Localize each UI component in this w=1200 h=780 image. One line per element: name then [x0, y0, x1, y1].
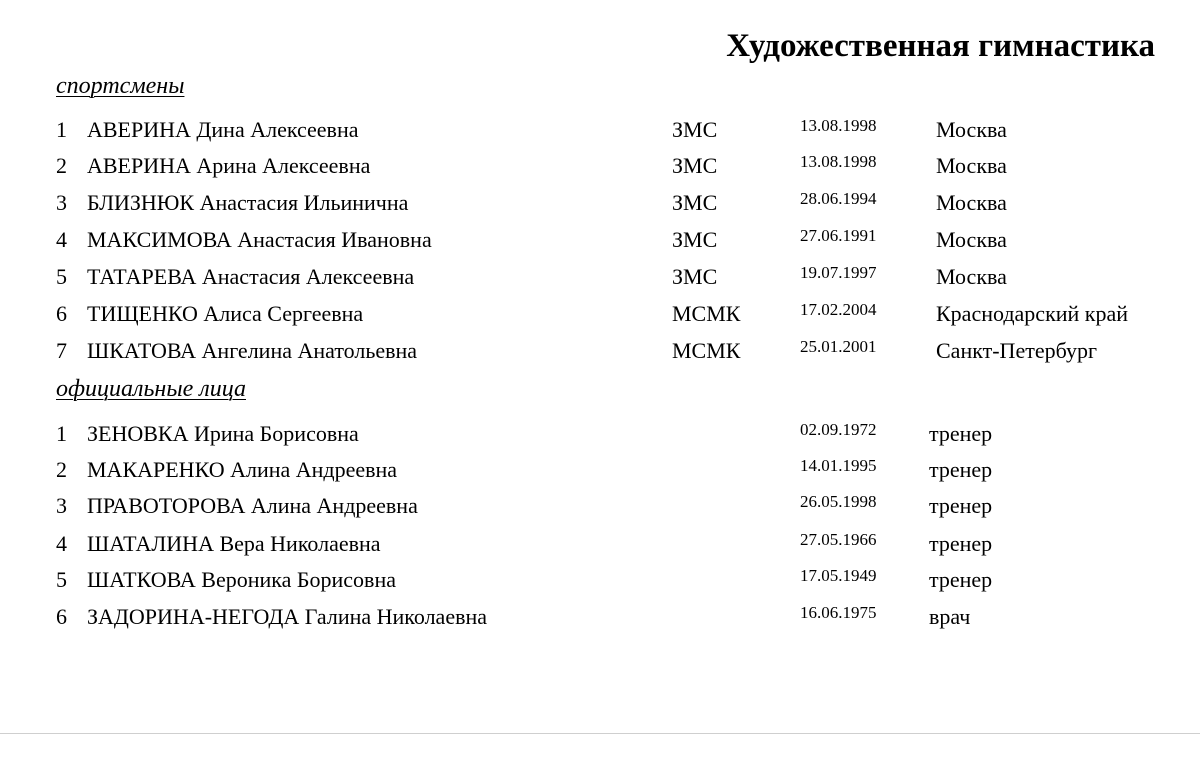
athlete-rank: ЗМС [672, 264, 718, 289]
row-number: 3 [56, 493, 67, 518]
athlete-region: Москва [936, 117, 1007, 142]
official-role: тренер [929, 493, 993, 518]
athlete-birthdate: 17.02.2004 [800, 300, 877, 319]
official-role: тренер [929, 421, 993, 446]
athletes-heading: спортсмены [56, 73, 185, 99]
athlete-rank: ЗМС [672, 227, 718, 252]
athlete-row [0, 116, 1200, 144]
official-birthdate: 02.09.1972 [800, 420, 877, 439]
athlete-region: Москва [936, 153, 1007, 178]
official-role: тренер [929, 567, 993, 592]
page-title: Художественная гимнастика [726, 28, 1155, 64]
row-number: 2 [56, 153, 67, 178]
athlete-row [0, 337, 1200, 365]
athlete-row [0, 226, 1200, 254]
row-number: 6 [56, 604, 67, 629]
official-role: тренер [929, 531, 993, 556]
athlete-name: ШКАТОВА Ангелина Анатольевна [87, 338, 418, 363]
athlete-rank: ЗМС [672, 153, 718, 178]
official-row [0, 530, 1200, 558]
row-number: 7 [56, 338, 67, 363]
official-birthdate: 16.06.1975 [800, 603, 877, 622]
row-number: 5 [56, 264, 67, 289]
athlete-name: БЛИЗНЮК Анастасия Ильинична [87, 190, 409, 215]
official-name: ЗЕНОВКА Ирина Борисовна [87, 421, 359, 446]
athlete-row [0, 189, 1200, 217]
row-number: 4 [56, 227, 67, 252]
athlete-row [0, 263, 1200, 291]
page-bottom-divider [0, 733, 1200, 734]
athlete-region: Москва [936, 264, 1007, 289]
athlete-row [0, 152, 1200, 180]
row-number: 3 [56, 190, 67, 215]
official-row [0, 566, 1200, 594]
official-name: ШАТКОВА Вероника Борисовна [87, 567, 396, 592]
row-number: 1 [56, 117, 67, 142]
official-name: МАКАРЕНКО Алина Андреевна [87, 457, 398, 482]
official-birthdate: 17.05.1949 [800, 566, 877, 585]
athlete-birthdate: 19.07.1997 [800, 263, 877, 282]
official-name: ЗАДОРИНА-НЕГОДА Галина Николаевна [87, 604, 488, 629]
row-number: 4 [56, 531, 67, 556]
official-name: ПРАВОТОРОВА Алина Андреевна [87, 493, 418, 518]
official-role: врач [929, 604, 971, 629]
athlete-rank: МСМК [672, 338, 741, 363]
athlete-birthdate: 25.01.2001 [800, 337, 877, 356]
athlete-rank: ЗМС [672, 117, 718, 142]
official-birthdate: 27.05.1966 [800, 530, 877, 549]
official-row [0, 603, 1200, 631]
row-number: 6 [56, 301, 67, 326]
athlete-region: Москва [936, 190, 1007, 215]
athlete-rank: ЗМС [672, 190, 718, 215]
athlete-rank: МСМК [672, 301, 741, 326]
athlete-birthdate: 13.08.1998 [800, 116, 877, 135]
athlete-name: АВЕРИНА Арина Алексеевна [87, 153, 371, 178]
athlete-name: АВЕРИНА Дина Алексеевна [87, 117, 359, 142]
athlete-name: ТИЩЕНКО Алиса Сергеевна [87, 301, 364, 326]
official-birthdate: 14.01.1995 [800, 456, 877, 475]
athlete-name: МАКСИМОВА Анастасия Ивановна [87, 227, 432, 252]
row-number: 2 [56, 457, 67, 482]
athlete-row [0, 300, 1200, 328]
officials-heading: официальные лица [56, 376, 246, 402]
row-number: 5 [56, 567, 67, 592]
athlete-region: Санкт-Петербург [936, 338, 1097, 363]
athlete-birthdate: 28.06.1994 [800, 189, 877, 208]
official-birthdate: 26.05.1998 [800, 492, 877, 511]
athlete-birthdate: 13.08.1998 [800, 152, 877, 171]
official-row [0, 456, 1200, 484]
row-number: 1 [56, 421, 67, 446]
official-name: ШАТАЛИНА Вера Николаевна [87, 531, 381, 556]
official-row [0, 492, 1200, 520]
official-role: тренер [929, 457, 993, 482]
athlete-region: Москва [936, 227, 1007, 252]
athlete-region: Краснодарский край [936, 301, 1129, 326]
athlete-birthdate: 27.06.1991 [800, 226, 877, 245]
official-row [0, 420, 1200, 448]
athlete-name: ТАТАРЕВА Анастасия Алексеевна [87, 264, 415, 289]
